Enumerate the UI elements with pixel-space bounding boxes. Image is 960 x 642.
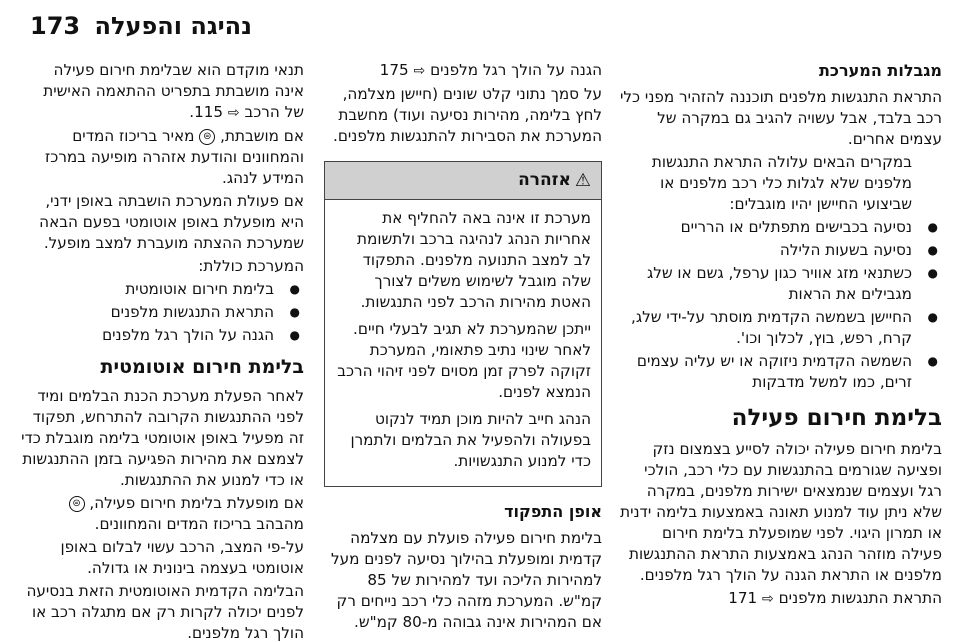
page-number: 173 — [30, 12, 81, 40]
limits-heading: מגבלות המערכת — [818, 61, 942, 80]
auto-text-a: אם מופעלת בלימת חירום פעילה, — [89, 494, 304, 512]
warning-paragraph: מערכת זו אינה באה להחליף את אחריות הנהג לנהיגה ברכב ולתשומת לב למצב התנועה מלפנים. התפקוד שלה מוגבל לשימוש משלים לצורך האטת מהירות הרכב לפני התנגשות. — [357, 209, 591, 311]
middle-column — [324, 60, 602, 635]
cross-reference[interactable] — [620, 588, 942, 610]
includes-label: המערכת כוללת: — [198, 257, 304, 275]
modes-paragraph: בלימת חירום פעילה פועלת עם מצלמה קדמית ומופעלת בהילוך נסיעה לפנים מעל למהירות הליכה ועד למהירות של 85 קמ"ש. המערכת מזהה כלי רכב נייחים רק אם המהירות אינה גבוהה מ-80 קמ"ש. — [330, 529, 602, 631]
arrow-icon: ⇨ — [762, 591, 774, 607]
limits-list — [620, 217, 942, 393]
list-item: ● החיישן בשמשה הקדמית מוסתר על-ידי שלג, קרח, רפש, בוץ, לכלוך וכו'. — [620, 307, 942, 349]
auto-braking-paragraph-2 — [20, 493, 304, 535]
prerequisite-text: תנאי מוקדם הוא שבלימת חירום פעילה אינה מושבתת בתפריט ההתאמה האישית של הרכב — [43, 61, 304, 121]
right-column — [620, 60, 942, 612]
list-item: ● נסיעה בכבישים מתפתלים או הרריים — [620, 217, 942, 238]
auto-braking-paragraph-4: הבלימה הקדמית האוטומטית הזאת בנסיעה לפנים יכולה לקרות רק אם מתגלה רכב או הולך רגל מלפנים. — [26, 582, 304, 642]
auto-braking-heading: בלימת חירום אוטומטית — [100, 356, 304, 378]
auto-braking-paragraph-3: על-פי המצב, הרכב עשוי לבלום באופן אוטומטי בעצמה בינונית או גדולה. — [60, 538, 304, 577]
cross-reference-text: התראת התנגשות מלפנים — [778, 589, 942, 607]
cross-reference[interactable] — [324, 60, 602, 82]
section-title: נהיגה והפעלה — [94, 12, 252, 40]
arrow-icon: ⇨ — [227, 105, 240, 121]
warning-body — [325, 200, 601, 486]
warning-box — [324, 161, 602, 487]
arrow-icon: ⇨ — [413, 63, 426, 79]
cross-reference-page: 171 — [728, 589, 758, 607]
warning-paragraph: הנהג חייב להיות מוכן תמיד לנקוט בפעולה ולהפעיל את הבלמים ולתמרן כדי למנוע התנגשויות. — [350, 410, 591, 470]
active-braking-paragraph: בלימת חירום פעילה יכולה לסייע בצמצום נזק ופציעה שגורמים בהתנגשות עם כלי רכב, הולכי רגל ועצמים שנמצאים ישירות מלפנים, במקרה שלא ניתן עוד למנוע תאונה באמצעות בלימה ידנית או תמרון היגוי. לפני שמופעלת בלימת חירום פעילה מוזהר הנהג באמצעות התראת ההתנגשות מלפנים או התראת הגנה על הולך רגל מלפנים. — [620, 440, 942, 584]
disabled-paragraph — [20, 126, 304, 189]
disabled-text-a: אם מושבתת, — [220, 127, 304, 145]
cross-reference-text: הגנה על הולך רגל מלפנים — [430, 61, 602, 79]
warning-paragraph: ייתכן שהמערכת לא תגיב לבעלי חיים. לאחר שינוי נתיב פתאומי, המערכת זקוקה לפרק זמן מסוים לפני זיהוי הרכב הנמצא לפנים. — [337, 320, 591, 401]
list-item: ● כשתנאי מזג אוויר כגון ערפל, גשם או שלג מגבילים את הראות — [620, 263, 942, 305]
brake-indicator-icon: ⊜ — [69, 496, 85, 512]
list-item: ● בלימת חירום אוטומטית — [20, 279, 304, 300]
disabled-text-b: מאיר בריכוז המדים והמחוונים והודעת אזהרה מופיעה במרכז המידע לנהג. — [45, 127, 304, 187]
auto-text-b: מהבהב בריכוז המדים והמחוונים. — [94, 515, 304, 533]
modes-heading: אופן התפקוד — [504, 502, 602, 521]
limits-paragraph-2: במקרים הבאים עלולה התראת התנגשות מלפנים שלא לגלות כלי רכב מלפנים או שביצועי החיישן יהיו מוגבלים: — [651, 153, 912, 213]
warning-triangle-icon: ⚠ — [574, 170, 591, 191]
warning-header — [325, 162, 601, 200]
cross-reference-page: 175 — [379, 61, 409, 79]
left-column — [20, 60, 304, 642]
auto-braking-paragraph-1: לאחר הפעלת מערכת הכנת הבלמים ומיד לפני ההתנגשות הקרובה להתרחש, תפקוד זה מפעיל באופן אוטומטי בלימה מוגבלת כדי לצמצם את מהירות הפגיעה בזמן ההתנגשות או כדי למנוע את ההתנגשות. — [21, 387, 304, 489]
brake-indicator-icon: ⊜ — [199, 129, 215, 145]
page-header — [0, 0, 960, 52]
list-item: ● הגנה על הולך רגל מלפנים — [20, 325, 304, 346]
prerequisite-paragraph: תנאי מוקדם הוא שבלימת חירום פעילה אינה מושבתת בתפריט ההתאמה האישית של הרכב ⇨ 115. — [43, 61, 304, 121]
list-item: ● השמשה הקדמית ניזוקה או יש עליה עצמים זרים, כמו למשל מדבקות — [620, 351, 942, 393]
list-item: ● נסיעה בשעות הלילה — [620, 240, 942, 261]
list-item: ● התראת התנגשות מלפנים — [20, 302, 304, 323]
cross-reference-page[interactable]: 115 — [194, 103, 224, 121]
system-paragraph: אם פעולת המערכת הושבתה באופן ידני, היא מופעלת באופן אוטומטי בפעם הבאה שמערכת ההצתה מועברת למצב מופעל. — [39, 192, 304, 252]
active-braking-heading: בלימת חירום פעילה — [731, 405, 942, 431]
limits-paragraph-1: התראת התנגשות מלפנים תוכננה להזהיר מפני כלי רכב בלבד, אבל עשויה להגיב גם במקרה של עצמים אחרים. — [620, 88, 942, 148]
includes-list — [20, 279, 304, 346]
intro-paragraph: על סמך נתוני קלט שונים (חיישן מצלמה, לחץ בלימה, מהירות נסיעה ועוד) מחשבת המערכת את הסבירות להתנגשות מלפנים. — [333, 85, 602, 145]
warning-title: אזהרה — [518, 170, 571, 190]
